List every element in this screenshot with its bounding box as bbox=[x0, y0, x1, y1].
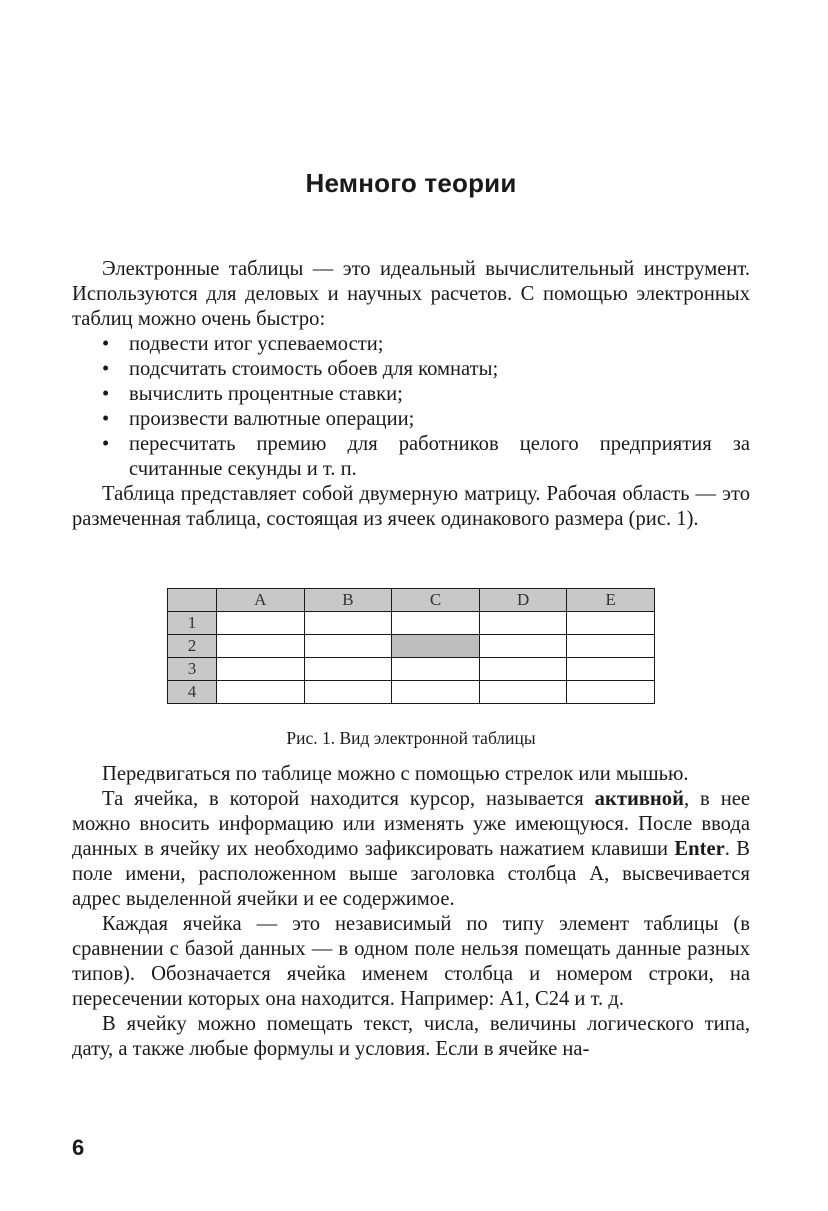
bullet-icon: • bbox=[102, 383, 110, 405]
main-section bbox=[72, 762, 750, 1062]
cell-e1 bbox=[567, 612, 655, 635]
cell-e3 bbox=[567, 658, 655, 681]
column-header: E bbox=[567, 589, 655, 612]
cell-b3 bbox=[304, 658, 392, 681]
cell-d3 bbox=[479, 658, 567, 681]
corner-cell bbox=[168, 589, 217, 612]
cell-c4 bbox=[392, 681, 480, 704]
bullet-icon: • bbox=[102, 358, 110, 380]
cell-d4 bbox=[479, 681, 567, 704]
bullet-list bbox=[72, 332, 750, 482]
row-header: 4 bbox=[168, 681, 217, 704]
cell-b2 bbox=[304, 635, 392, 658]
bullet-icon: • bbox=[102, 408, 110, 430]
paragraph: Каждая ячейка — это независимый по типу элемент таблицы (в сравнении с базой данных — в одном поле нельзя помещать данные разных типов). Обозначается ячейка именем столбца и номером строки, на пересечении которых она находится. Например: А1, С24 и т. д. bbox=[72, 913, 750, 1010]
list-item: • произвести валютные операции; bbox=[102, 408, 415, 430]
page-number: 6 bbox=[72, 1135, 85, 1160]
list-item: • подвести итог успеваемости; bbox=[102, 333, 384, 355]
cell-b1 bbox=[304, 612, 392, 635]
key-enter: Enter bbox=[674, 838, 725, 860]
cell-e4 bbox=[567, 681, 655, 704]
cell-a4 bbox=[217, 681, 305, 704]
column-header: B bbox=[304, 589, 392, 612]
cell-b4 bbox=[304, 681, 392, 704]
paragraph: В ячейку можно помещать текст, числа, величины логического типа, дату, а также любые формулы и условия. Если в ячейке на- bbox=[72, 1013, 750, 1060]
cell-d2 bbox=[479, 635, 567, 658]
paragraph: Электронные таблицы — это идеальный вычислительный инструмент. Используются для деловых и научных расчетов. С помощью электронных таблиц можно очень быстро: bbox=[72, 258, 750, 330]
column-header: D bbox=[479, 589, 567, 612]
spreadsheet-grid bbox=[167, 588, 655, 704]
figure-caption: Рис. 1. Вид электронной таблицы bbox=[286, 728, 536, 748]
row-header: 3 bbox=[168, 658, 217, 681]
active-cell-c2 bbox=[392, 635, 480, 658]
column-header: A bbox=[217, 589, 305, 612]
list-item: • подсчитать стоимость обоев для комнаты; bbox=[102, 358, 499, 380]
spreadsheet-figure bbox=[167, 588, 655, 704]
page-title: Немного теории bbox=[305, 168, 517, 198]
cell-c3 bbox=[392, 658, 480, 681]
paragraph: Та ячейка, в которой находится курсор, называется активной, в нее можно вносить информацию или изменять уже имеющуюся. После ввода данных в ячейку их необходимо зафиксировать нажатием клавиши Enter. В поле имени, расположенном выше заголовка столбца А, высвечивается адрес выделенной ячейки и ее содержимое. bbox=[72, 788, 750, 910]
cell-a2 bbox=[217, 635, 305, 658]
row-header: 2 bbox=[168, 635, 217, 658]
paragraph: Таблица представляет собой двумерную матрицу. Рабочая область — это размеченная таблица, состоящая из ячеек одинакового размера (рис. 1). bbox=[72, 483, 750, 530]
bullet-icon: • bbox=[102, 333, 110, 355]
cell-a1 bbox=[217, 612, 305, 635]
cell-a3 bbox=[217, 658, 305, 681]
intro-section bbox=[72, 257, 750, 532]
paragraph: Передвигаться по таблице можно с помощью стрелок или мышью. bbox=[102, 763, 689, 785]
bullet-icon: • bbox=[102, 433, 110, 455]
list-item: • вычислить процентные ставки; bbox=[102, 383, 403, 405]
column-header: C bbox=[392, 589, 480, 612]
term-active: активной bbox=[594, 788, 684, 810]
cell-e2 bbox=[567, 635, 655, 658]
row-header: 1 bbox=[168, 612, 217, 635]
cell-d1 bbox=[479, 612, 567, 635]
list-item: • пересчитать премию для работников целого предприятия за считанные секунды и т. п. bbox=[102, 433, 750, 480]
cell-c1 bbox=[392, 612, 480, 635]
